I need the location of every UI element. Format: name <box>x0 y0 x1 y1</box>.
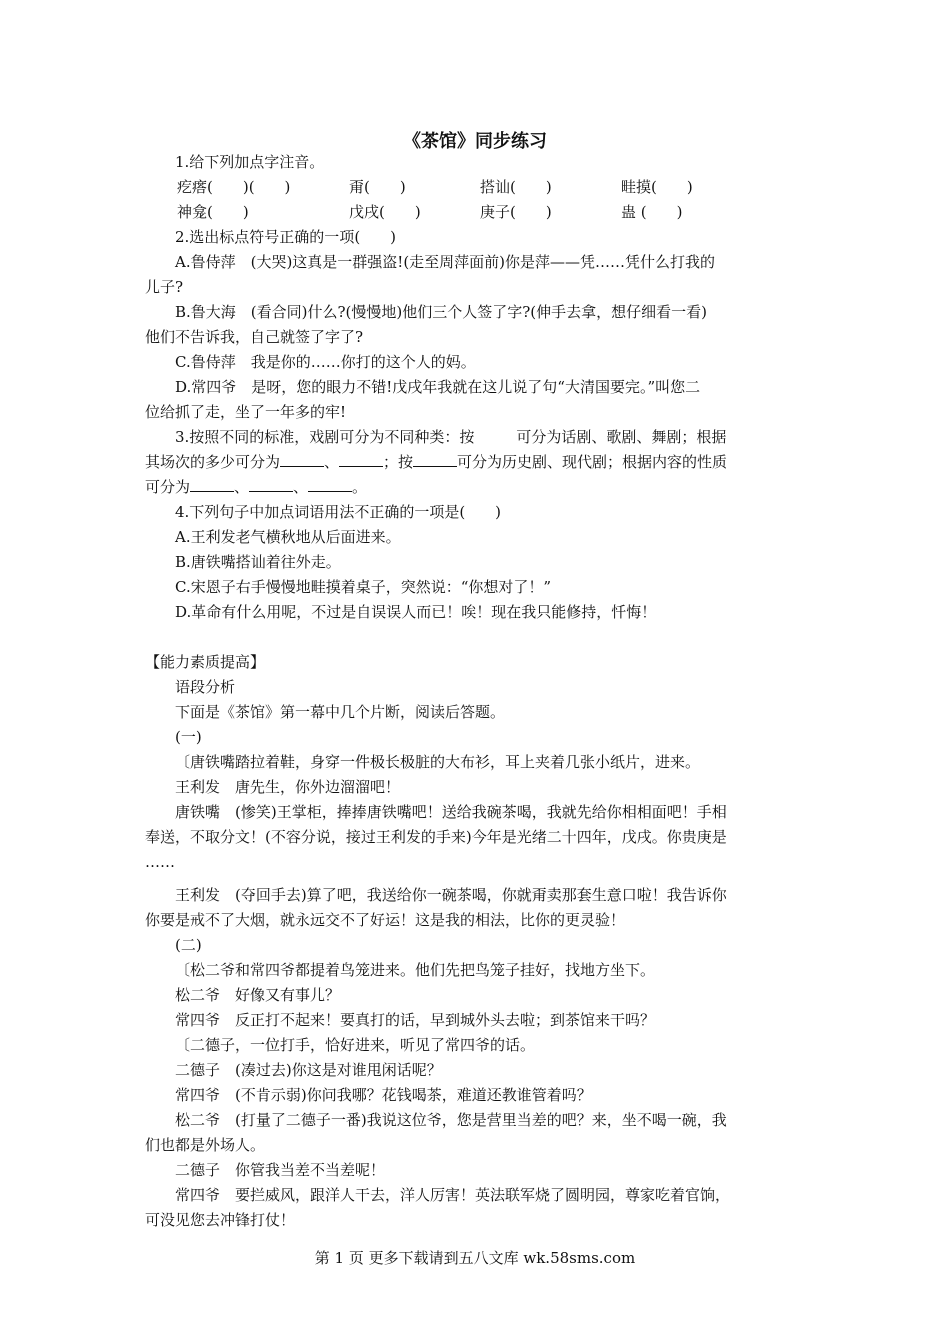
q3-text: 。 <box>352 478 368 496</box>
q1-item: 庚子( ) <box>480 203 552 221</box>
script-line: 王利发 唐先生，你外边溜溜吧！ <box>175 778 401 796</box>
script-line: 唐铁嘴 (惨笑)王掌柜，捧捧唐铁嘴吧！送给我碗茶喝，我就先给你相相面吧！手相 <box>175 803 727 821</box>
q3-line-3 <box>145 475 810 500</box>
q4-option-b: B.唐铁嘴搭讪着往外走。 <box>175 553 341 571</box>
q2-option-b-cont: 他们不告诉我，自己就签了字了? <box>145 328 364 346</box>
script-line-cont: 可没见您去冲锋打仗！ <box>145 1211 296 1229</box>
script-line: 〔松二爷和常四爷都提着鸟笼进来。他们先把鸟笼子挂好，找地方坐下。 <box>175 961 656 979</box>
q3-text: 、 <box>324 453 340 471</box>
q1-item: 戊戌( ) <box>349 203 421 221</box>
script-line: 常四爷 (不肯示弱)你问我哪？花钱喝茶，难道还教谁管着吗？ <box>175 1086 592 1104</box>
script-line: 常四爷 反正打不起来！要真打的话，早到城外头去啦；到茶馆来干吗？ <box>175 1011 656 1029</box>
q1-item: 搭讪( ) <box>480 178 552 196</box>
q4-option-c: C.宋恩子右手慢慢地畦摸着桌子，突然说：“你想对了！” <box>175 578 552 596</box>
q2-option-d: D.常四爷 是呀，您的眼力不错!戊戌年我就在这儿说了句“大清国要完。”叫您二 <box>175 378 701 396</box>
q1-row-2 <box>145 200 810 225</box>
q3-answer-blank <box>308 477 352 492</box>
script-line: 常四爷 要拦威风，跟洋人干去，洋人厉害！英法联军烧了圆明园，尊家吃着官饷， <box>175 1186 731 1204</box>
q3-answer-blank <box>339 452 383 467</box>
q3-answer-blank <box>413 452 457 467</box>
q1-item: 畦摸( ) <box>621 178 693 196</box>
q1-item: 神龛( ) <box>177 203 249 221</box>
script-line-cont: 你要是戒不了大烟，就永远交不了好运！这是我的相法，比你的更灵验！ <box>145 911 626 929</box>
spacer <box>145 625 810 650</box>
part-two-label: (二) <box>175 936 202 954</box>
q4-option-a: A.王利发老气横秋地从后面进来。 <box>175 528 401 546</box>
q1-row-1 <box>145 175 810 200</box>
q2-option-a-cont: 儿子? <box>145 278 184 296</box>
q2-option-c: C.鲁侍萍 我是你的……你打的这个人的妈。 <box>175 353 476 371</box>
spacer <box>145 875 810 883</box>
q2-option-b: B.鲁大海 (看合同)什么?(慢慢地)他们三个人签了字?(伸手去拿，想仔细看一看) <box>175 303 707 321</box>
document-body <box>145 150 810 1233</box>
script-line-cont: …… <box>145 853 175 871</box>
q4-stem: 4.下列句子中加点词语用法不正确的一项是( ) <box>175 503 502 521</box>
q2-option-a: A.鲁侍萍 (大哭)这真是一群强盗!(走至周萍面前)你是萍——凭……凭什么打我的 <box>175 253 716 271</box>
q3-answer-blank <box>249 477 293 492</box>
q1-item: 蛊 ( ) <box>621 203 683 221</box>
script-line: 二德子 (凑过去)你这是对谁甩闲话呢？ <box>175 1061 442 1079</box>
q3-text: 其场次的多少可分为 <box>145 453 281 471</box>
script-line: 松二爷 (打量了二德子一番)我说这位爷，您是营里当差的吧？来，坐不喝一碗，我 <box>175 1111 727 1129</box>
q1-item: 疙瘩( )( ) <box>177 178 291 196</box>
section-heading: 【能力素质提高】 <box>145 653 266 671</box>
q3-answer-blank <box>280 452 324 467</box>
q3-answer-blank <box>190 477 234 492</box>
part-one-label: (一) <box>175 728 202 746</box>
q3-line-1 <box>145 425 810 450</box>
q2-stem: 2.选出标点符号正确的一项( ) <box>175 228 397 246</box>
q3-line-2 <box>145 450 810 475</box>
script-line: 二德子 你管我当差不当差呢！ <box>175 1161 386 1179</box>
q1-stem: 1.给下列加点字注音。 <box>175 153 325 171</box>
page-footer: 第 1 页 更多下载请到五八文库 wk.58sms.com <box>314 1249 636 1267</box>
q3-text: 、 <box>234 478 250 496</box>
q1-item: 甭( ) <box>349 178 406 196</box>
q3-text: 、 <box>293 478 309 496</box>
q3-text: 3.按照不同的标准，戏剧可分为不同种类：按 <box>175 428 475 446</box>
q2-option-d-cont: 位给抓了走，坐了一年多的牢! <box>145 403 347 421</box>
q3-text: 可分为话剧、歌剧、舞剧；根据 <box>516 428 727 446</box>
script-line: 〔唐铁嘴踏拉着鞋，身穿一件极长极脏的大布衫，耳上夹着几张小纸片，进来。 <box>175 753 701 771</box>
q3-text: 可分为 <box>145 478 191 496</box>
section-subheading: 语段分析 <box>175 678 236 696</box>
script-line: 王利发 (夺回手去)算了吧，我送给你一碗茶喝，你就甭卖那套生意口啦！我告诉你 <box>175 886 727 904</box>
section-intro: 下面是《茶馆》第一幕中几个片断，阅读后答题。 <box>175 703 506 721</box>
script-line-cont: 们也都是外场人。 <box>145 1136 266 1154</box>
q4-option-d: D.革命有什么用呢，不过是自误误人而已！唉！现在我只能修持，忏悔！ <box>175 603 657 621</box>
script-line: 松二爷 好像又有事儿？ <box>175 986 341 1004</box>
script-line: 〔二德子，一位打手，恰好进来，听见了常四爷的话。 <box>175 1036 536 1054</box>
q3-text: 可分为历史剧、现代剧；根据内容的性质 <box>457 453 728 471</box>
page-title: 《茶馆》同步练习 <box>403 131 547 152</box>
q3-text: ；按 <box>383 453 414 471</box>
script-line-cont: 奉送，不取分文！(不容分说，接过王利发的手来)今年是光绪二十四年，戊戌。你贵庚是 <box>145 828 727 846</box>
